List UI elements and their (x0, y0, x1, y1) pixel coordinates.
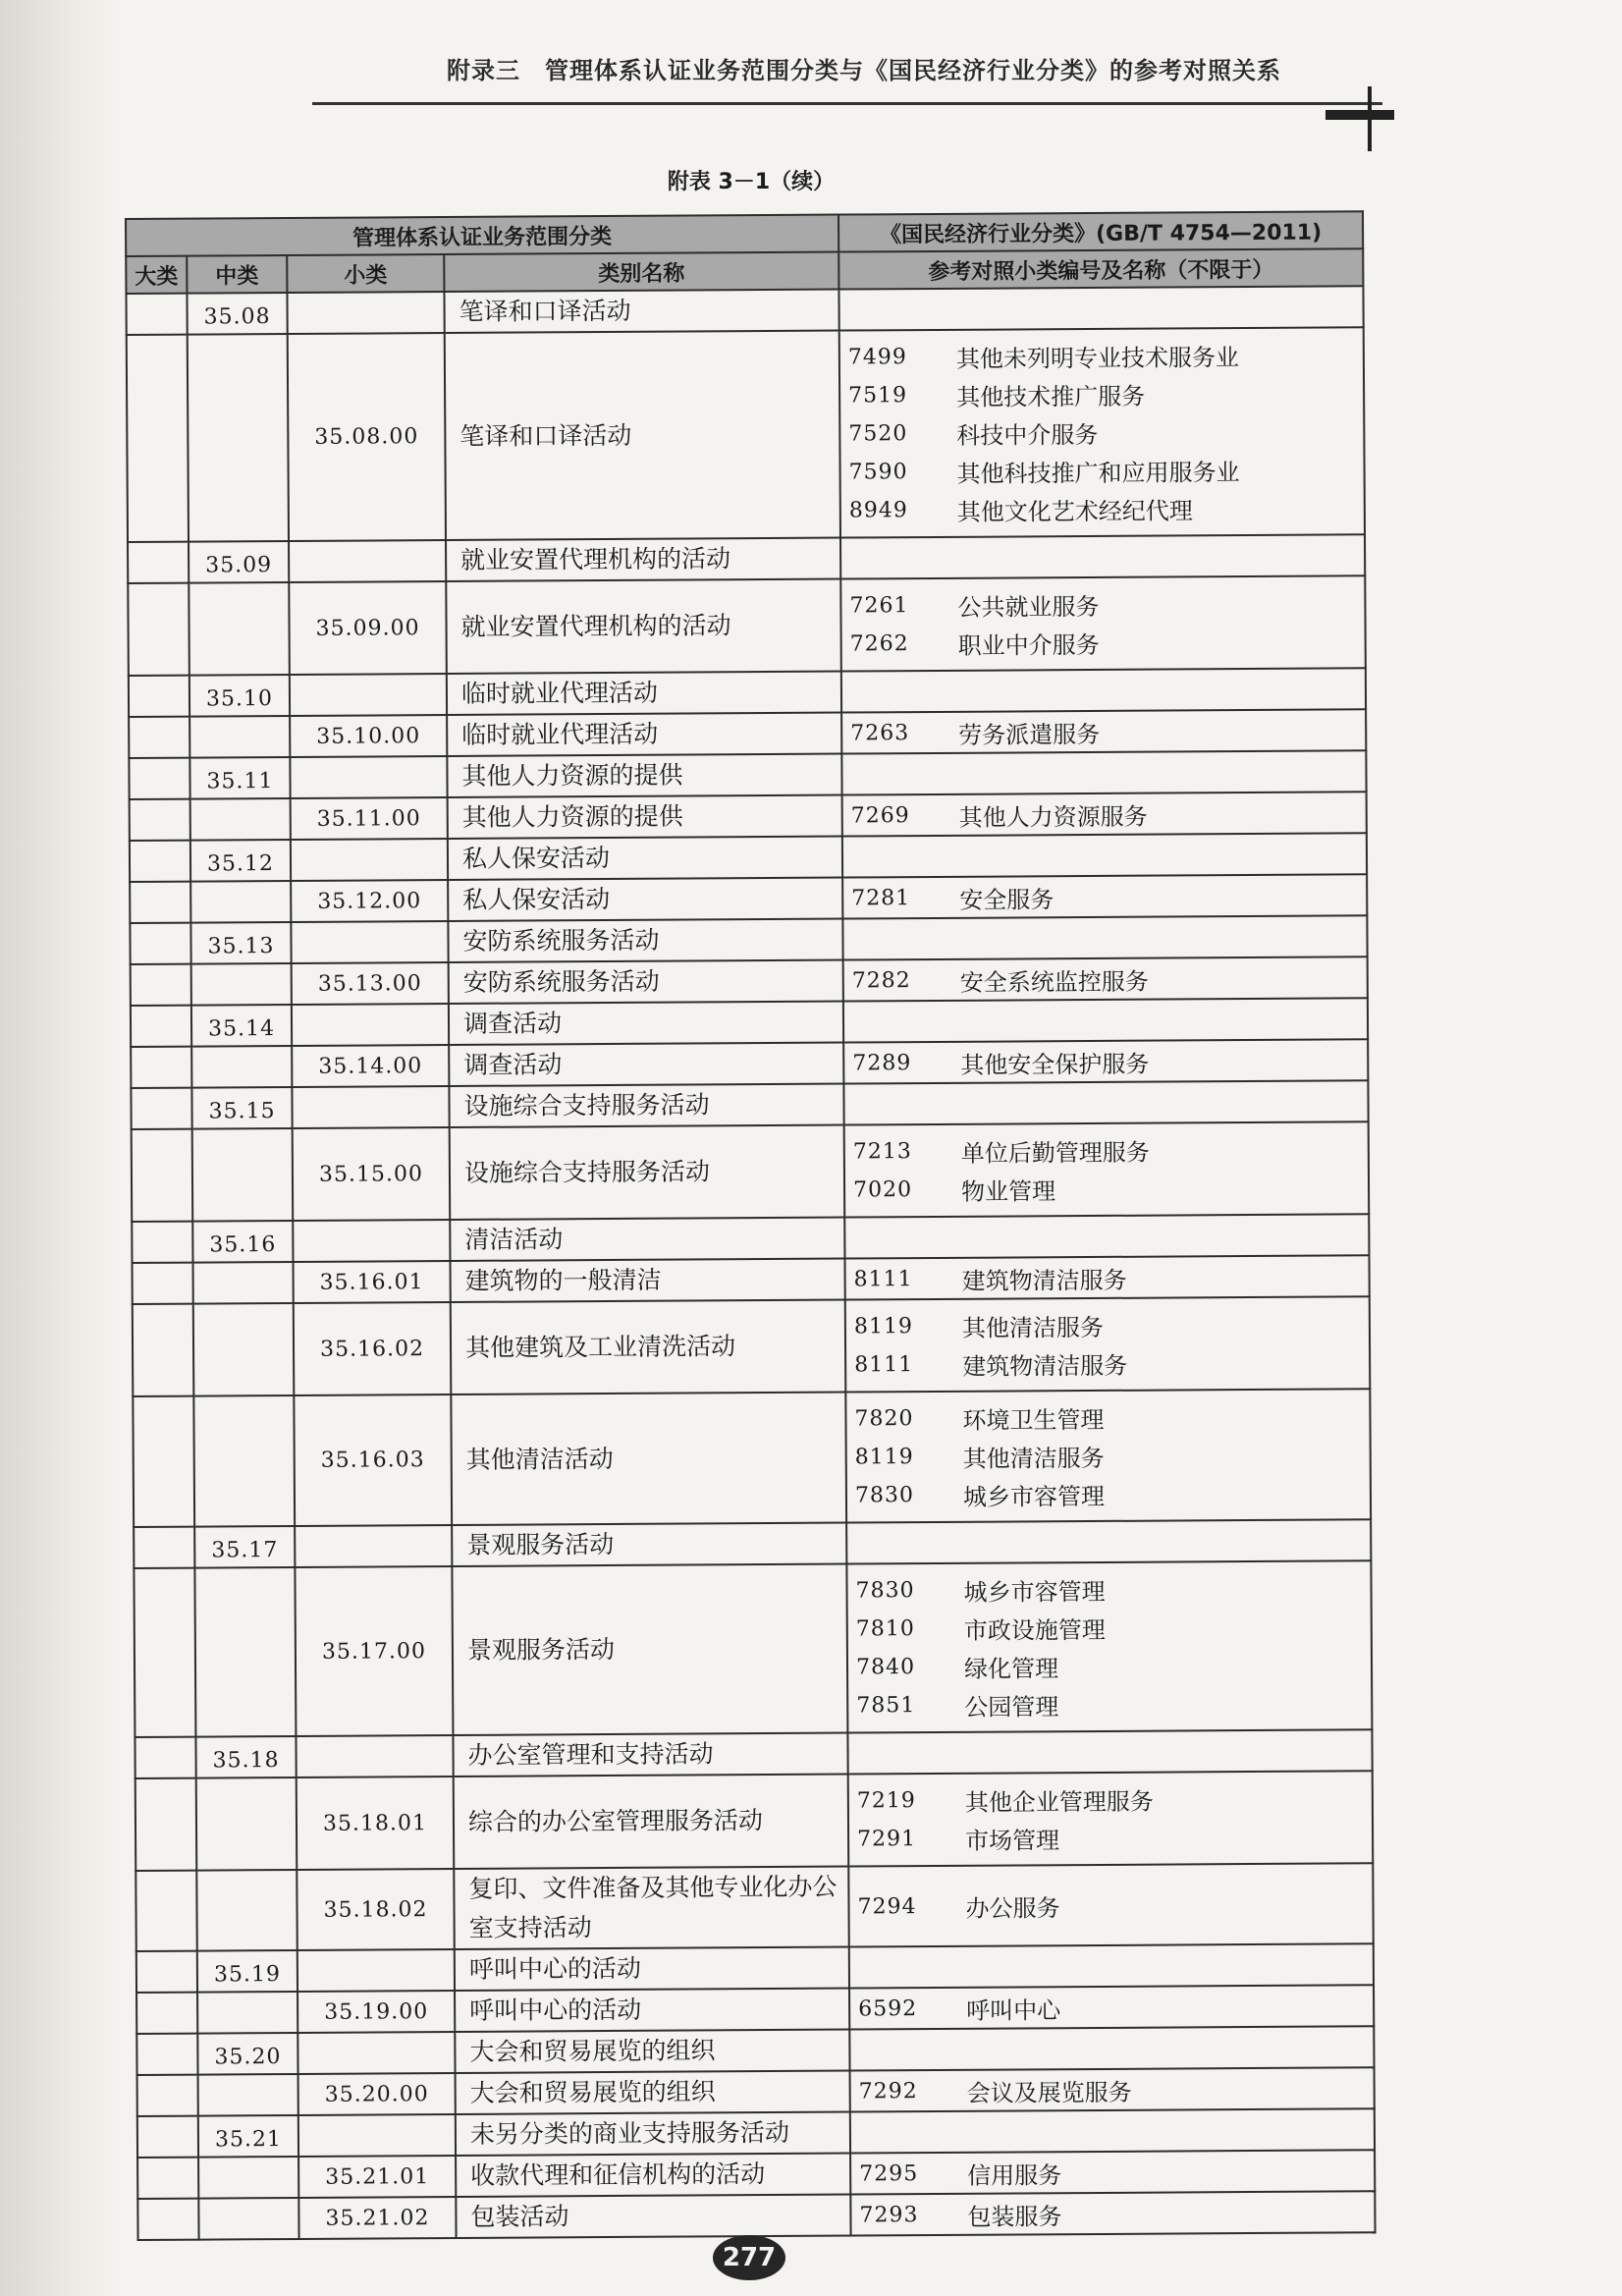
cell-category-name: 办公室管理和支持活动 (453, 1733, 847, 1777)
reference-entry (852, 1041, 1359, 1082)
cell-small-code: 35.16.03 (294, 1394, 452, 1526)
reference-entry (857, 1778, 1364, 1820)
reference-entry (851, 876, 1358, 917)
classification-table (125, 210, 1377, 2241)
cell-reference (839, 327, 1365, 537)
reference-entry (859, 2152, 1366, 2193)
cell-mid-code (196, 1870, 297, 1951)
cell-mid-code (192, 1128, 294, 1222)
cell-category-name: 设施综合支持服务活动 (450, 1125, 845, 1220)
cell-category-name: 调查活动 (449, 1043, 843, 1086)
cell-reference (840, 575, 1366, 671)
cell-major (130, 882, 190, 923)
cell-reference (848, 1863, 1373, 1946)
reference-name: 劳务派遣服务 (958, 720, 1101, 749)
cell-mid-code (190, 798, 291, 841)
cell-reference (850, 2191, 1375, 2235)
table-row (134, 1560, 1372, 1737)
cell-major (135, 1778, 197, 1871)
cell-major (132, 1263, 192, 1304)
reference-code: 7293 (859, 2202, 919, 2227)
cell-major (134, 1568, 195, 1737)
group-header-right: 《国民经济行业分类》(GB/T 4754—2011) (838, 211, 1363, 251)
table-row (133, 1389, 1371, 1527)
cell-major (132, 1222, 192, 1263)
cell-category-name: 笔译和口译活动 (444, 290, 838, 333)
table-row (137, 2191, 1375, 2240)
cell-major (137, 2116, 198, 2158)
reference-entry (853, 1168, 1360, 1209)
cell-category-name: 其他建筑及工业清洗活动 (451, 1300, 846, 1394)
reference-code: 7830 (854, 1483, 915, 1508)
reference-entry (850, 622, 1357, 663)
reference-name: 其他安全保护服务 (960, 1050, 1150, 1079)
reference-name: 单位后勤管理服务 (960, 1138, 1150, 1168)
reference-code: 7820 (854, 1406, 914, 1432)
reference-name: 建筑物清洁服务 (962, 1351, 1128, 1381)
cell-category-name: 笔译和口译活动 (445, 331, 840, 540)
cell-small-code (297, 2032, 455, 2074)
reference-entry (850, 711, 1357, 752)
cell-category-name: 未另分类的商业支持服务活动 (456, 2112, 850, 2156)
cell-major (126, 294, 187, 335)
table-row (133, 1296, 1371, 1396)
cell-small-code (290, 674, 447, 716)
reference-code: 7520 (848, 421, 908, 447)
reference-code: 7499 (847, 345, 907, 370)
cell-reference (843, 957, 1368, 1001)
reference-name: 城乡市容管理 (962, 1482, 1106, 1511)
cell-reference (846, 1560, 1372, 1732)
cell-major (137, 2075, 198, 2116)
reference-entry (856, 1645, 1363, 1686)
reference-entry (848, 411, 1355, 453)
cell-mid-code (198, 2198, 298, 2240)
reference-code: 7294 (857, 1893, 917, 1919)
cell-reference (846, 1519, 1371, 1563)
reference-code: 8119 (854, 1445, 914, 1470)
reference-code: 8119 (853, 1314, 914, 1339)
reference-entry (848, 373, 1355, 414)
cell-mid-code: 35.21 (198, 2115, 298, 2158)
cell-major (133, 1304, 194, 1396)
reference-entry (857, 1885, 1364, 1926)
reference-entry (849, 583, 1356, 625)
table-row (132, 1121, 1370, 1222)
cell-mid-code: 35.12 (190, 840, 291, 882)
cell-major (128, 542, 189, 583)
reference-code: 7269 (850, 802, 910, 828)
cell-small-code (293, 1220, 450, 1262)
reference-code: 7590 (848, 460, 908, 485)
reference-entry (856, 1607, 1363, 1648)
cell-small-code (292, 1004, 449, 1046)
reference-code: 7851 (856, 1693, 916, 1719)
col-header-mid: 中类 (187, 255, 287, 294)
reference-name: 其他企业管理服务 (964, 1787, 1154, 1817)
cell-reference (844, 1121, 1370, 1217)
cell-reference (849, 1985, 1374, 2029)
cell-major (137, 2158, 198, 2199)
cell-mid-code: 35.08 (187, 293, 287, 335)
cell-small-code: 35.19.00 (297, 1991, 455, 2033)
cell-mid-code (193, 1303, 295, 1396)
reference-name: 其他科技推广和应用服务业 (956, 459, 1240, 488)
reference-entry (857, 1817, 1364, 1858)
cell-mid-code: 35.13 (190, 922, 291, 964)
reference-code: 7289 (852, 1050, 912, 1075)
cell-small-code: 35.18.01 (297, 1777, 455, 1870)
cell-category-name: 收款代理和征信机构的活动 (456, 2154, 850, 2197)
cell-category-name: 私人保安活动 (448, 878, 842, 921)
cell-small-code: 35.13.00 (292, 962, 449, 1005)
reference-entry (858, 1987, 1365, 2028)
cell-reference (840, 534, 1365, 578)
table-row (135, 1863, 1373, 1951)
cell-major (136, 1993, 197, 2034)
cell-mid-code (191, 1046, 292, 1088)
reference-entry (859, 2069, 1366, 2110)
cell-small-code (291, 921, 448, 963)
cell-reference (841, 709, 1366, 753)
cell-small-code: 35.14.00 (292, 1045, 449, 1087)
table-row (135, 1771, 1374, 1871)
cell-mid-code: 35.18 (195, 1736, 296, 1778)
cell-mid-code (189, 716, 290, 758)
reference-name: 包装服务 (967, 2202, 1062, 2231)
cell-major (132, 1129, 193, 1222)
cell-reference (841, 750, 1366, 794)
cell-reference (845, 1255, 1370, 1299)
cell-reference (845, 1296, 1371, 1392)
reference-code: 7263 (850, 720, 910, 745)
reference-entry (855, 1435, 1362, 1476)
cell-small-code (298, 2114, 456, 2157)
cell-small-code: 35.10.00 (290, 715, 447, 757)
cell-major (133, 1396, 194, 1527)
table-body (126, 286, 1375, 2240)
cell-mid-code: 35.14 (191, 1005, 292, 1047)
reference-code: 7281 (851, 885, 911, 910)
cell-reference (844, 1214, 1369, 1258)
cell-category-name: 安防系统服务活动 (448, 919, 842, 962)
cell-mid-code: 35.17 (194, 1526, 295, 1568)
cell-category-name: 设施综合支持服务活动 (449, 1084, 843, 1127)
reference-entry (848, 335, 1355, 376)
cell-major (131, 1047, 191, 1088)
cell-small-code: 35.12.00 (291, 880, 448, 922)
reference-name: 其他文化艺术经纪代理 (956, 497, 1193, 526)
cell-reference (850, 2150, 1375, 2194)
reference-code: 7519 (848, 383, 908, 409)
cell-reference (842, 833, 1367, 877)
cell-mid-code: 35.11 (189, 757, 290, 799)
cell-reference (849, 2026, 1374, 2070)
cell-small-code: 35.17.00 (295, 1566, 453, 1736)
reference-code: 7830 (855, 1578, 915, 1604)
reference-name: 呼叫中心 (966, 1995, 1061, 2025)
reference-code: 7810 (855, 1616, 915, 1642)
reference-code: 7262 (849, 631, 909, 657)
reference-name: 城乡市容管理 (963, 1577, 1106, 1607)
cell-mid-code (197, 1992, 297, 2034)
reference-code: 7291 (857, 1827, 917, 1852)
reference-name: 办公服务 (965, 1893, 1060, 1923)
cell-category-name: 其他人力资源的提供 (448, 795, 842, 839)
cell-small-code: 35.11.00 (291, 797, 448, 840)
cell-mid-code (191, 963, 292, 1006)
cell-category-name: 包装活动 (456, 2195, 850, 2238)
cell-category-name: 清洁活动 (450, 1218, 844, 1261)
cell-mid-code (194, 1567, 296, 1737)
cell-reference (842, 915, 1367, 959)
reference-code: 8111 (853, 1266, 913, 1291)
header-tick-mark (1368, 86, 1372, 151)
reference-name: 职业中介服务 (957, 630, 1100, 660)
reference-name: 市政设施管理 (963, 1615, 1106, 1645)
cell-category-name: 临时就业代理活动 (447, 713, 841, 756)
reference-name: 信用服务 (967, 2160, 1062, 2190)
cell-reference (842, 874, 1367, 918)
reference-entry (848, 450, 1355, 491)
cell-reference (850, 2067, 1375, 2111)
cell-major (136, 1951, 197, 1993)
cell-category-name: 其他人力资源的提供 (447, 754, 841, 797)
cell-small-code (295, 1525, 452, 1567)
cell-small-code: 35.18.02 (297, 1869, 454, 1950)
reference-entry (853, 1129, 1360, 1171)
cell-small-code: 35.08.00 (288, 333, 446, 541)
reference-name: 公园管理 (964, 1693, 1059, 1722)
reference-code: 7213 (852, 1139, 912, 1165)
group-header-left: 管理体系认证业务范围分类 (126, 215, 838, 256)
header-rule-accent (1325, 110, 1394, 120)
cell-category-name: 呼叫中心的活动 (455, 1947, 849, 1991)
reference-name: 市场管理 (965, 1827, 1060, 1855)
reference-code: 7295 (859, 2160, 919, 2186)
reference-code: 7261 (849, 593, 909, 619)
col-header-name: 类别名称 (444, 252, 838, 292)
cell-mid-code (193, 1395, 295, 1527)
cell-reference (843, 1039, 1368, 1083)
reference-name: 其他清洁服务 (961, 1313, 1105, 1342)
cell-small-code (291, 839, 448, 881)
cell-category-name: 就业安置代理机构的活动 (446, 538, 840, 581)
reference-code: 8949 (848, 498, 908, 523)
cell-reference (845, 1389, 1371, 1522)
cell-mid-code (198, 2157, 298, 2199)
reference-entry (855, 1568, 1362, 1610)
cell-small-code (297, 1949, 455, 1992)
cell-mid-code (190, 881, 291, 923)
reference-code: 6592 (858, 1995, 918, 2021)
cell-reference (849, 1943, 1374, 1988)
cell-mid-code: 35.10 (189, 675, 290, 717)
cell-mid-code (188, 334, 289, 542)
cell-major (130, 841, 190, 882)
reference-name: 安全系统监控服务 (959, 967, 1149, 997)
cell-small-code (289, 540, 446, 582)
cell-mid-code: 35.19 (197, 1950, 297, 1993)
reference-entry (851, 793, 1358, 835)
cell-mid-code: 35.20 (197, 2033, 297, 2075)
cell-mid-code (198, 2074, 298, 2116)
col-header-small: 小类 (287, 254, 444, 293)
table-row (127, 327, 1365, 542)
cell-major (131, 964, 191, 1006)
cell-major (135, 1737, 195, 1778)
cell-major (135, 1871, 196, 1951)
reference-entry (854, 1396, 1361, 1438)
cell-reference (848, 1771, 1374, 1866)
page-number: 277 (713, 2235, 785, 2280)
page-gutter-shadow (0, 0, 118, 2296)
cell-mid-code (196, 1777, 297, 1871)
reference-name: 绿化管理 (963, 1655, 1059, 1683)
cell-major (130, 923, 190, 964)
cell-major (128, 583, 189, 676)
cell-major (129, 717, 189, 758)
reference-code: 8111 (854, 1352, 914, 1378)
table-container (125, 210, 1375, 2241)
reference-code: 7020 (853, 1177, 913, 1203)
reference-code: 7840 (855, 1655, 916, 1680)
cell-small-code: 35.20.00 (298, 2073, 456, 2115)
cell-mid-code: 35.15 (191, 1087, 292, 1129)
cell-category-name: 综合的办公室管理服务活动 (454, 1775, 849, 1869)
cell-small-code (290, 756, 447, 798)
col-header-reference: 参考对照小类编号及名称（不限于） (838, 248, 1363, 289)
cell-small-code: 35.21.02 (298, 2197, 456, 2239)
reference-code: 7282 (851, 967, 911, 993)
cell-major (136, 2034, 197, 2075)
cell-category-name: 私人保安活动 (448, 837, 842, 880)
cell-major (134, 1527, 194, 1568)
cell-major (129, 676, 189, 717)
reference-name: 安全服务 (959, 885, 1054, 914)
cell-major (137, 2199, 198, 2240)
reference-name: 其他人力资源服务 (958, 802, 1148, 832)
reference-code: 7292 (858, 2078, 918, 2104)
cell-small-code (287, 292, 444, 334)
reference-name: 公共就业服务 (957, 592, 1100, 622)
cell-reference (843, 998, 1368, 1042)
cell-small-code: 35.15.00 (293, 1127, 451, 1221)
reference-entry (854, 1304, 1361, 1345)
cell-category-name: 景观服务活动 (452, 1564, 847, 1735)
table-row (128, 575, 1366, 676)
cell-reference (843, 1080, 1368, 1124)
header-rule (312, 102, 1382, 105)
cell-small-code (292, 1086, 449, 1128)
cell-category-name: 复印、文件准备及其他专业化办公室支持活动 (454, 1867, 849, 1949)
cell-mid-code (192, 1262, 293, 1304)
table-title: 附表 3－1（续） (667, 170, 836, 194)
cell-major (127, 335, 189, 542)
reference-name: 环境卫生管理 (962, 1405, 1105, 1435)
cell-major (131, 1088, 191, 1129)
col-header-major: 大类 (126, 256, 187, 294)
cell-category-name: 调查活动 (449, 1002, 843, 1045)
reference-name: 会议及展览服务 (966, 2078, 1132, 2107)
cell-small-code: 35.16.01 (293, 1261, 450, 1303)
cell-category-name: 就业安置代理机构的活动 (446, 579, 841, 674)
reference-entry (856, 1683, 1363, 1724)
cell-category-name: 大会和贸易展览的组织 (455, 2030, 849, 2073)
cell-category-name: 景观服务活动 (452, 1523, 846, 1566)
cell-major (129, 758, 189, 799)
cell-category-name: 安防系统服务活动 (449, 960, 843, 1004)
cell-reference (842, 792, 1367, 836)
reference-entry (854, 1342, 1361, 1384)
reference-code: 7219 (856, 1788, 916, 1814)
cell-category-name: 大会和贸易展览的组织 (456, 2071, 850, 2114)
cell-reference (841, 668, 1366, 712)
cell-mid-code: 35.16 (192, 1221, 293, 1263)
reference-name: 建筑物清洁服务 (961, 1266, 1127, 1295)
cell-mid-code: 35.09 (189, 541, 289, 583)
reference-entry (854, 1257, 1361, 1298)
reference-name: 科技中介服务 (956, 420, 1099, 450)
cell-reference (850, 2108, 1375, 2153)
cell-small-code: 35.09.00 (289, 581, 447, 675)
reference-name: 物业管理 (961, 1177, 1056, 1206)
cell-reference (847, 1729, 1372, 1774)
reference-entry (849, 488, 1356, 529)
reference-name: 其他清洁服务 (962, 1444, 1105, 1473)
cell-category-name: 其他清洁活动 (451, 1393, 846, 1525)
reference-entry (855, 1473, 1362, 1514)
cell-small-code: 35.21.01 (298, 2156, 456, 2198)
running-head: 附录三 管理体系认证业务范围分类与《国民经济行业分类》的参考对照关系 (447, 57, 1281, 84)
cell-reference (838, 286, 1363, 330)
reference-name: 其他未列明专业技术服务业 (955, 344, 1239, 373)
cell-category-name: 临时就业代理活动 (447, 672, 841, 715)
reference-entry (852, 958, 1359, 1000)
reference-entry (859, 2193, 1366, 2234)
cell-category-name: 建筑物的一般清洁 (450, 1259, 844, 1302)
cell-mid-code (189, 582, 290, 676)
cell-major (130, 799, 190, 841)
cell-category-name: 呼叫中心的活动 (455, 1989, 849, 2032)
cell-small-code: 35.16.02 (294, 1302, 452, 1395)
cell-small-code (296, 1735, 453, 1777)
cell-major (131, 1006, 191, 1047)
reference-name: 其他技术推广服务 (956, 382, 1146, 411)
